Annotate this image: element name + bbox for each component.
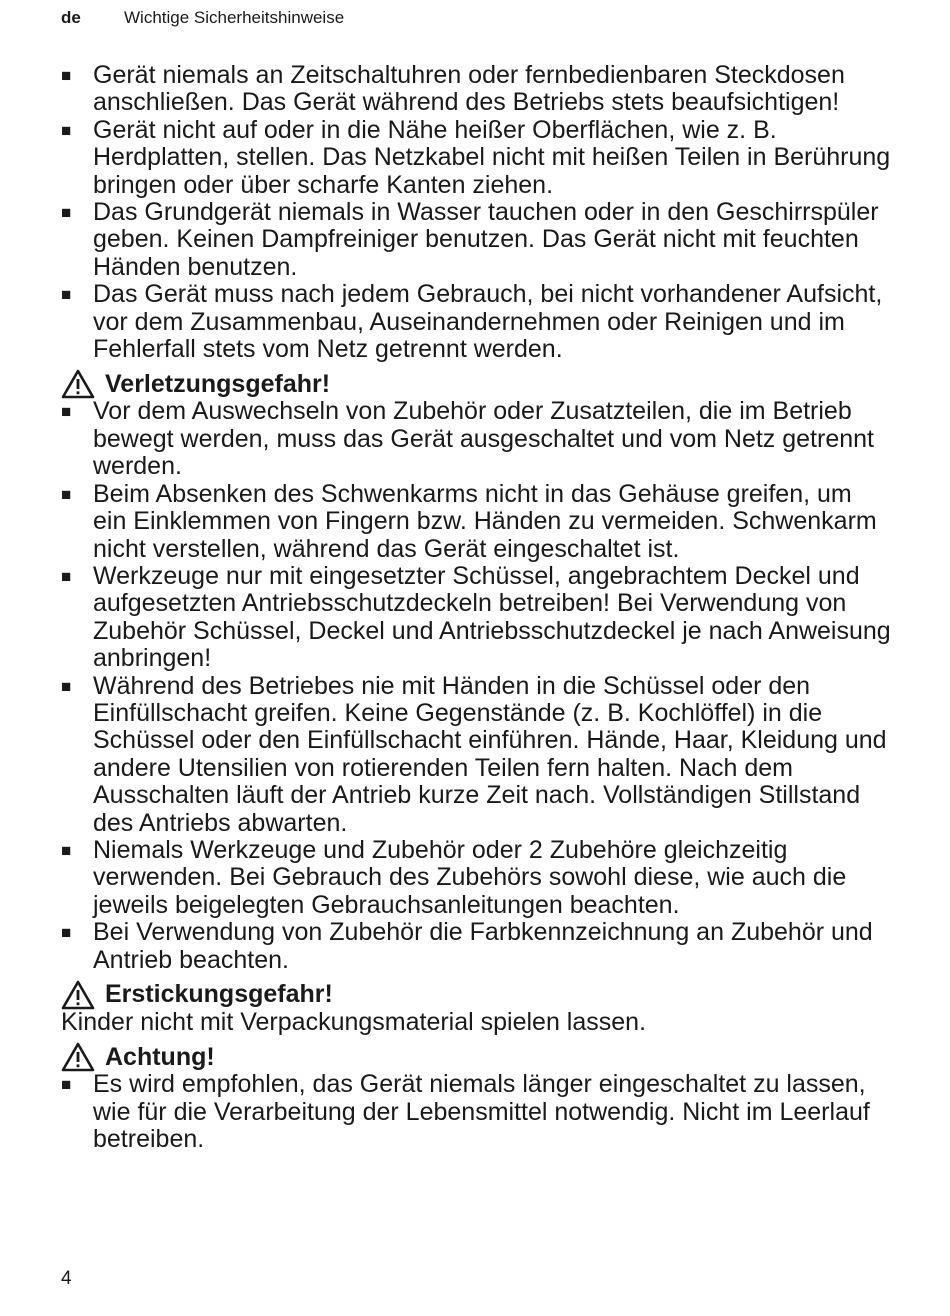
list-item-text: Das Grundgerät niemals in Wasser tauchen oder in den Geschirrspüler geben. Keinen Dampfreiniger benutzen. Das Gerät nicht mit feuchten Händen benutzen. bbox=[93, 198, 879, 281]
list-item bbox=[61, 1071, 891, 1153]
list-item-text: Das Gerät muss nach jedem Gebrauch, bei nicht vorhandener Aufsicht, vor dem Zusammenbau, Auseinandernehmen oder Reinigen und im Fehlerfall stets vom Netz getrennt werden. bbox=[93, 280, 883, 364]
list-item bbox=[61, 837, 891, 919]
list-item-text: Vor dem Auswechseln von Zubehör oder Zusatzteilen, die im Betrieb bewegt werden, muss das Gerät ausgeschaltet und vom Netz getrennt werden. bbox=[93, 397, 874, 481]
caution-section bbox=[61, 1043, 891, 1153]
suffocation-warning-section bbox=[61, 981, 891, 1036]
list-item-text: Niemals Werkzeuge und Zubehör oder 2 Zubehöre gleichzeitig verwenden. Bei Gebrauch des Zubehörs sowohl diese, wie auch die jeweils beigelegten Gebrauchsanleitungen beachten. bbox=[93, 835, 847, 919]
list-item-text: Während des Betriebes nie mit Händen in die Schüssel oder den Einfüllschacht greifen. Keine Gegenstände (z. B. Kochlöffel) in die Schüssel oder den Einfüllschacht einführen. Hände, Haar, Kleidung und andere Utensilien von rotierenden Teilen fern halten. Nach dem Ausschalten läuft der Antrieb kurze Zeit nach. Vollständigen Stillstand des Antriebs abwarten. bbox=[93, 671, 887, 837]
list-item bbox=[61, 398, 891, 480]
list-item bbox=[61, 62, 891, 117]
warning-triangle-icon bbox=[61, 369, 95, 399]
list-item bbox=[61, 673, 891, 837]
bullet-icon: ■ bbox=[61, 923, 72, 943]
list-item-text: Werkzeuge nur mit eingesetzter Schüssel, angebrachtem Deckel und aufgesetzten Antriebsschutzdeckeln betreiben! Bei Verwendung von Zubehör Schüssel, Deckel und Antriebsschutzdeckel je nach Anweisung anbringen! bbox=[93, 561, 891, 673]
bullet-icon: ■ bbox=[61, 66, 72, 85]
list-item bbox=[61, 563, 891, 673]
warning-triangle-icon bbox=[61, 1042, 95, 1072]
injury-warning-section bbox=[61, 370, 891, 974]
list-item-text: Gerät nicht auf oder in die Nähe heißer Oberflächen, wie z. B. Herdplatten, stellen. Das Netzkabel nicht mit heißen Teilen in Berührung bringen oder über scharfe Kanten ziehen. bbox=[93, 115, 891, 199]
safety-content bbox=[61, 62, 891, 1154]
heading-text: Verletzungsgefahr! bbox=[105, 369, 331, 398]
list-item-text: Es wird empfohlen, das Gerät niemals länger eingeschaltet zu lassen, wie für die Verarbeitung der Lebensmittel notwendig. Nicht im Leerlauf betreiben. bbox=[93, 1070, 870, 1154]
list-item-text: Gerät niemals an Zeitschaltuhren oder fernbedienbaren Steckdosen anschließen. Das Gerät während des Betriebs stets beaufsichtigen! bbox=[93, 61, 845, 117]
list-item bbox=[61, 481, 891, 563]
heading-text: Erstickungsgefahr! bbox=[105, 980, 333, 1009]
section-title: Wichtige Sicherheitshinweise bbox=[124, 8, 345, 27]
list-item-text: Bei Verwendung von Zubehör die Farbkennzeichnung an Zubehör und Antrieb beachten. bbox=[93, 918, 873, 974]
bullet-icon: ■ bbox=[61, 285, 72, 305]
language-code: de bbox=[61, 8, 81, 27]
bullet-icon: ■ bbox=[61, 840, 72, 860]
suffocation-warning-heading bbox=[61, 981, 891, 1009]
list-item bbox=[61, 281, 891, 363]
bullet-icon: ■ bbox=[61, 566, 72, 586]
list-item-text: Beim Absenken des Schwenkarms nicht in das Gehäuse greifen, um ein Einklemmen von Fingern bzw. Händen zu vermeiden. Schwenkarm nicht verstellen, während das Gerät eingeschaltet ist. bbox=[93, 479, 877, 563]
bullet-icon: ■ bbox=[61, 203, 72, 223]
list-item bbox=[61, 117, 891, 199]
general-safety-list bbox=[61, 62, 891, 363]
suffocation-warning-text: Kinder nicht mit Verpackungsmaterial spielen lassen. bbox=[61, 1008, 647, 1036]
page-number: 4 bbox=[61, 1268, 72, 1289]
injury-warning-heading bbox=[61, 370, 891, 398]
caution-heading bbox=[61, 1043, 891, 1071]
page-header bbox=[61, 8, 344, 28]
bullet-icon: ■ bbox=[61, 402, 72, 422]
list-item bbox=[61, 199, 891, 281]
bullet-icon: ■ bbox=[61, 120, 72, 140]
heading-text: Achtung! bbox=[105, 1042, 215, 1071]
bullet-icon: ■ bbox=[61, 676, 72, 696]
list-item bbox=[61, 919, 891, 974]
bullet-icon: ■ bbox=[61, 484, 72, 504]
warning-triangle-icon bbox=[61, 980, 95, 1010]
bullet-icon: ■ bbox=[61, 1075, 72, 1095]
